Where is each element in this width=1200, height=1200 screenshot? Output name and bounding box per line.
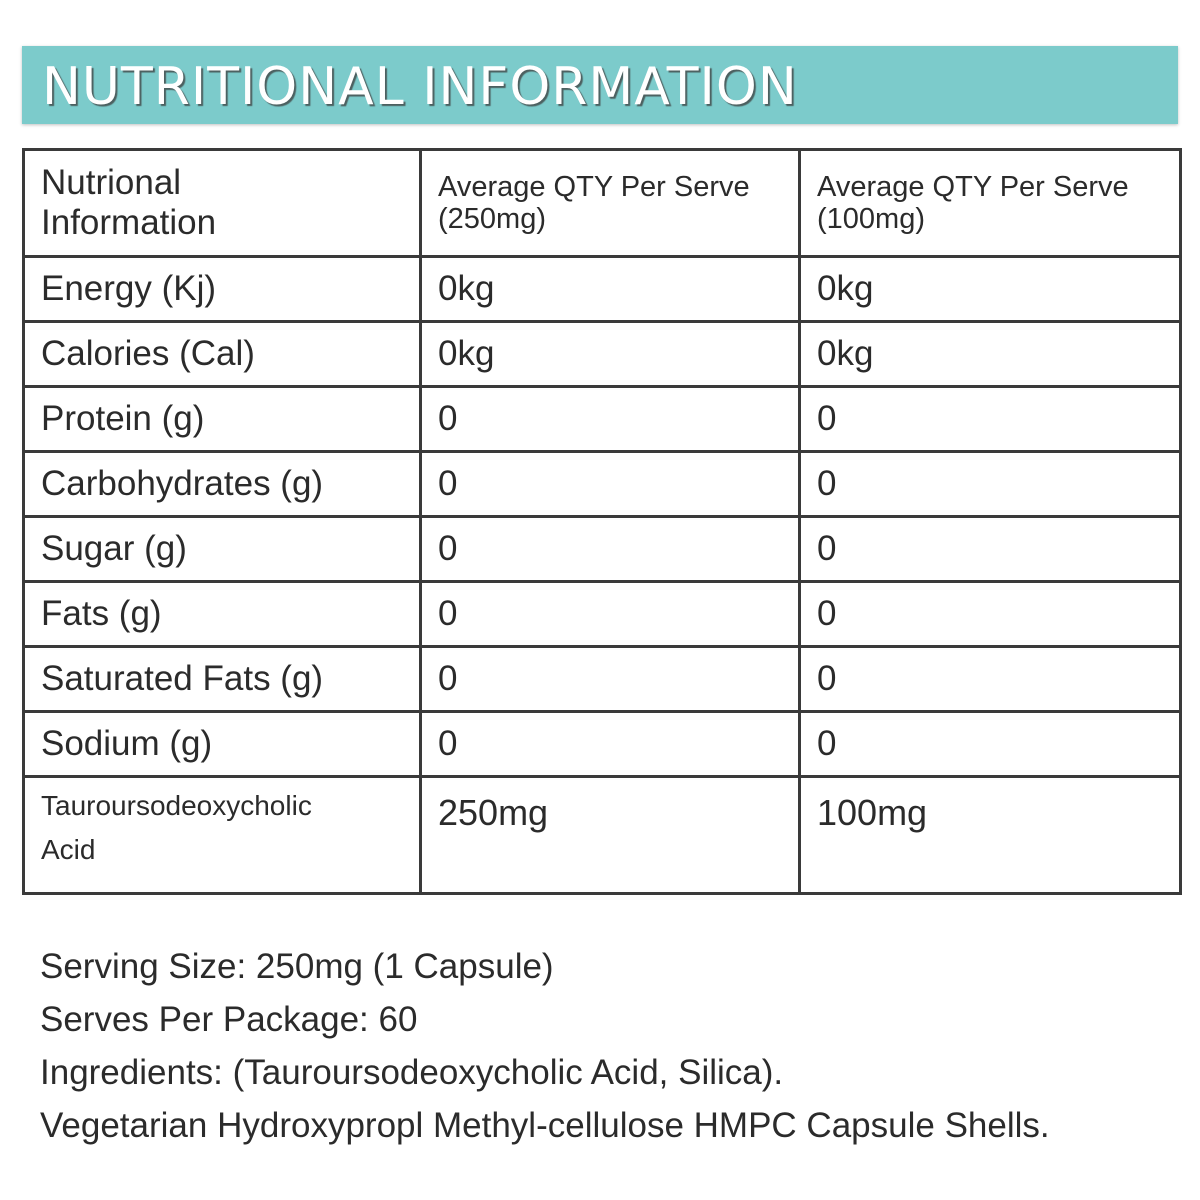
nutrition-table xyxy=(22,148,1182,895)
value-100mg: 100mg xyxy=(800,777,1181,894)
row-label: Protein (g) xyxy=(24,387,421,452)
table-row xyxy=(24,712,1181,777)
table-row xyxy=(24,452,1181,517)
value-100mg: 0 xyxy=(800,517,1181,582)
value-250mg: 0kg xyxy=(421,322,800,387)
table-row xyxy=(24,582,1181,647)
row-label: Fats (g) xyxy=(24,582,421,647)
value-250mg: 0 xyxy=(421,387,800,452)
title-banner xyxy=(22,46,1178,124)
table-row xyxy=(24,257,1181,322)
value-250mg: 0kg xyxy=(421,257,800,322)
row-label: Saturated Fats (g) xyxy=(24,647,421,712)
value-250mg: 0 xyxy=(421,517,800,582)
row-label: Calories (Cal) xyxy=(24,322,421,387)
serving-size-text: Serving Size: 250mg (1 Capsule) xyxy=(40,947,554,986)
value-100mg: 0 xyxy=(800,387,1181,452)
row-label: Tauroursodeoxycholic Acid xyxy=(24,777,421,894)
value-100mg: 0 xyxy=(800,647,1181,712)
table-header-row xyxy=(24,150,1181,257)
table-row xyxy=(24,777,1181,894)
table-row xyxy=(24,647,1181,712)
value-100mg: 0 xyxy=(800,712,1181,777)
row-label: Sodium (g) xyxy=(24,712,421,777)
serves-per-package-text: Serves Per Package: 60 xyxy=(40,1000,418,1039)
value-250mg: 0 xyxy=(421,452,800,517)
row-label: Energy (Kj) xyxy=(24,257,421,322)
row-label: Carbohydrates (g) xyxy=(24,452,421,517)
value-250mg: 250mg xyxy=(421,777,800,894)
ingredients-text: Ingredients: (Tauroursodeoxycholic Acid, Silica). xyxy=(40,1053,784,1092)
value-100mg: 0kg xyxy=(800,257,1181,322)
table-row xyxy=(24,387,1181,452)
table-row xyxy=(24,517,1181,582)
value-100mg: 0 xyxy=(800,582,1181,647)
page-title: NUTRITIONAL INFORMATION xyxy=(42,57,798,117)
value-100mg: 0 xyxy=(800,452,1181,517)
table-row xyxy=(24,322,1181,387)
value-250mg: 0 xyxy=(421,647,800,712)
value-100mg: 0kg xyxy=(800,322,1181,387)
row-label: Sugar (g) xyxy=(24,517,421,582)
value-250mg: 0 xyxy=(421,582,800,647)
header-nutrient: Nutrional Information xyxy=(24,150,421,257)
value-250mg: 0 xyxy=(421,712,800,777)
capsule-shell-text: Vegetarian Hydroxypropl Methyl-cellulose HMPC Capsule Shells. xyxy=(40,1106,1050,1145)
header-qty-100mg: Average QTY Per Serve (100mg) xyxy=(800,150,1181,257)
product-notes xyxy=(40,940,1050,1152)
header-qty-250mg: Average QTY Per Serve (250mg) xyxy=(421,150,800,257)
